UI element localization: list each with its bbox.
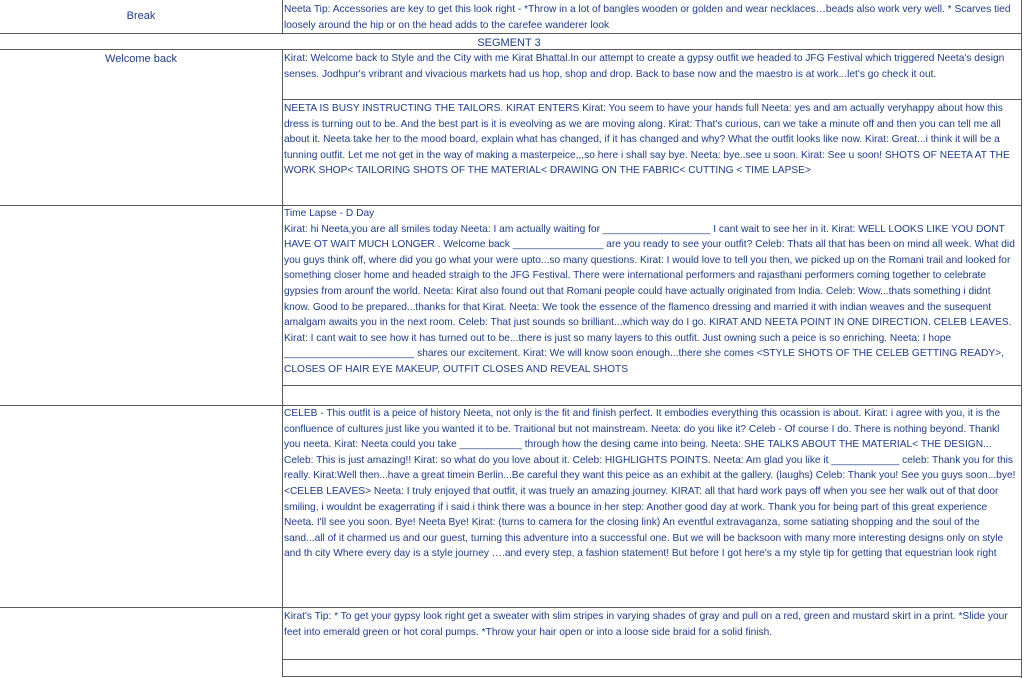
column-divider [282, 49, 283, 677]
row-divider [282, 99, 1022, 100]
column-divider [1021, 0, 1022, 678]
column-divider [282, 0, 283, 34]
tip-text: Kirat's Tip: * To get your gypsy look right get a sweater with slim stripes in varying shades of gray and pull on a red, green and mustard skirt in a print. *Slide your feet into emerald green or hot coral pumps. *Throw your hair open or into a loose side braid for a solid finish. [284, 611, 1008, 638]
timelapse-text: Kirat: hi Neeta,you are all smiles today Neeta: I am actually waiting for ___________________ I cant wait to see her in it. Kirat: WELL LOOKS LIKE YOU DONT HAVE OT WAIT MUCH LONGER . Welcome back ________________ are you ready to see your outfit? Celeb: Thats all that has been on mind all week. What did you guys think off, where did you go what your were upto...so many questions. Kirat: I would love to tell you then, we picked up on the Romani trail and looked for something closer home and headed straigh to the JFG Festival. There were international performers and rajasthani performers coming together to celebrate gypsies from arounf the world. Neeta: Kirat also found out that Romani people could have actually originated from India. Celeb: Wow...thats something i didnt know. Good to be prepared...thanks for that Kirat. Neeta: We took the essence of the flamenco dressing and married it with indian weaves and the susequent amalgam awaits you in the next room. Celeb: That just sounds so brilliant...which way do I go. KIRAT AND NEETA POINT IN ONE DIRECTION. CELEB LEAVES. Kirat: I cant wait to see how it has turned out to be...there is just so many layers to this outfit. Just owning such a peice is so enriching. Neeta: I hope _______________________ shares our excitement. Kirat: We will know soon enough...there she comes <STYLE SHOTS OF THE CELEB GETTING READY>, CLOSES OF HAIR EYE MAKEUP, OUTFIT CLOSES AND REVEAL SHOTS [284, 223, 1015, 375]
timelapse-heading: Time Lapse - D Day [284, 208, 375, 219]
segment-heading: SEGMENT 3 [477, 37, 541, 49]
welcome-label: Welcome back [105, 53, 177, 65]
row-divider [282, 659, 1022, 660]
timelapse-cell [284, 206, 1018, 378]
row-divider [0, 607, 1022, 608]
tailors-text: NEETA IS BUSY INSTRUCTING THE TAILORS. KIRAT ENTERS Kirat: You seem to have your hands full Neeta: yes and am actually veryhappy about how this dress is turning out to be. And the best part is it is eveolving as we are moving along. Kirat: That's curious, can we take a minute off and then you can tell me all about it. Neeta take her to the mood board, explain what has changed, if it has changed and why? What the outfit looks like now. Kirat: Great...i think it will be a tunning outfit. Let me not get in the way of making a masterpeice,,,so here i shall say bye. Neeta: bye..see u soon. Kirat: See u soon! SHOTS OF NEETA AT THE WORK SHOP< TAILORING SHOTS OF THE MATERIAL< DRAWING ON THE FABRIC< CUTTING < TIME LAPSE> [284, 103, 1010, 177]
welcome-text: Kirat: Welcome back to Style and the City with me Kirat Bhattal.In our attempt to create a gypsy outfit we headed to JFG Festival which triggered Neeta's design senses. Jodhpur's vribrant and vivacious markets had us hop, shop and drop. Back to base now and the maestro is at work...let's go check it out. [284, 53, 1005, 80]
break-label: Break [126, 10, 156, 22]
celeb-text: CELEB - This outfit is a peice of history Neeta, not only is the fit and finish perfect. It embodies everything this ocassion is about. Kirat: i agree with you, it is the confluence of cultures just like you wanted it to be. Traitional but not mainstream. Neeta: do you like it? Celeb - Of course I do. There is nothing beyond. Thankl you neeta. Kirat: Neeta could you take ___________ through how the desing came into being. Neeta: SHE TALKS ABOUT THE MATERIAL< THE DESIGN... Celeb: This is just amazing!! Kirat: so what do you love about it. Celeb: HIGHLIGHTS POINTS. Neeta: Am glad you like it ____________ celeb: Thank you for this really. Kirat:Well then...have a great timein Berlin...Be careful they want this peice as an exhibit at the gallery. (laughs) Celeb: Thank you! See you guys soon...bye! <CELEB LEAVES> Neeta: I truly enjoyed that outfit, it was truely an amazing journey. KIRAT: all that hard work pays off when you see her walk out of that door smiling, i wouldnt be exagerrating if i said i think there was a bounce in her step: Another good day at work. Thank you for being part of this great experience Neeta. I'll see you soon. Bye! Neeta Bye! Kirat: (turns to camera for the closing link) An eventful extravaganza, some satiating shopping and the soul of the sand...all of it charmed us and our guest, turning this adventure into a successful one. But we will be backsoon with many more interesting designs only on style and th city Where every day is a style journey ….and every step, a fashion statement! But before I got here's a my style tip for getting that equestrian look right [284, 408, 1016, 560]
break-text: Neeta Tip: Accessories are key to get this look right - *Throw in a lot of bangles wooden or golden and wear necklaces…beads also work very well. * Scarves tied loosely around the hip or on the head adds to the carefee wanderer look [284, 4, 1011, 31]
row-divider [282, 676, 1022, 677]
row-divider [282, 385, 1022, 386]
